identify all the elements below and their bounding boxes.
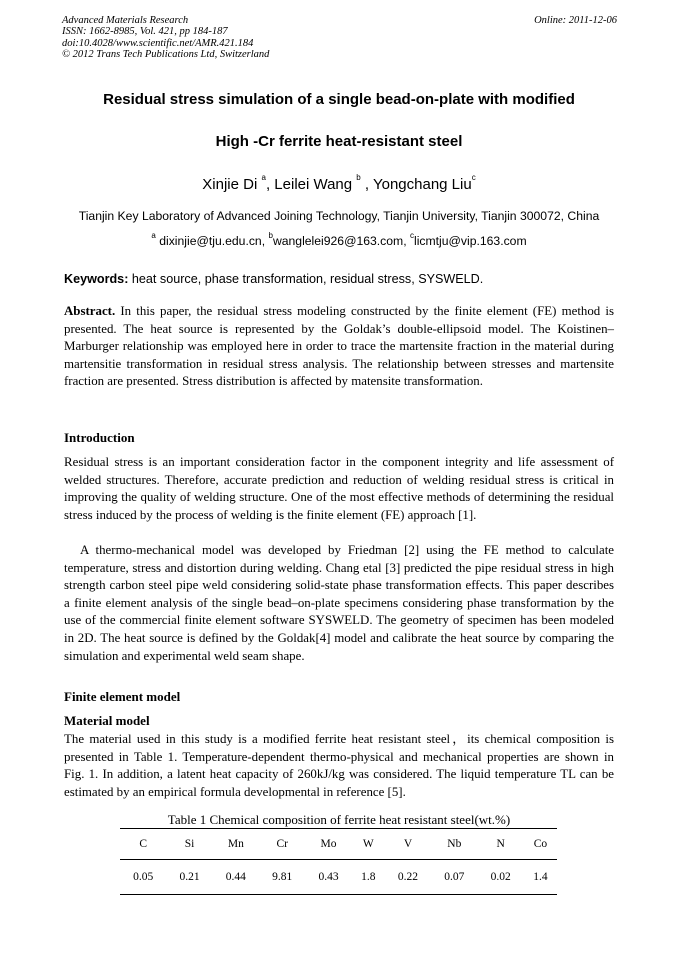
table-cell: 0.21 <box>166 860 212 895</box>
abstract-label: Abstract. <box>64 304 116 318</box>
table-caption: Table 1 Chemical composition of ferrite heat resistant steel(wt.%) <box>167 812 511 827</box>
author-1-sup: a <box>261 173 266 182</box>
email-c: licmtju@vip.163.com <box>413 234 527 248</box>
copyright: © 2012 Trans Tech Publications Ltd, Switzerland <box>62 49 270 61</box>
subsection-heading-material: Material model <box>64 713 150 728</box>
email-a-sup: a <box>151 231 156 240</box>
paper-title-line1: Residual stress simulation of a single bead-on-plate with modified <box>103 91 575 108</box>
table-cell: 0.02 <box>478 860 524 895</box>
author-3: Yongchang Liu <box>372 176 472 193</box>
table-header-cell: N <box>478 829 524 860</box>
keywords-text: heat source, phase transformation, residual stress, SYSWELD. <box>131 272 484 286</box>
table-header-cell: Cr <box>259 829 305 860</box>
keywords <box>64 272 624 286</box>
email-b: wanglelei926@163.com, <box>272 234 407 248</box>
journal-name: Advanced Materials Research <box>62 15 189 26</box>
introduction-paragraph-2: A thermo-mechanical model was developed by Friedman [2] using the FE method to calculate temperature, stress and distortion during welding. Chang etal [3] predicted the pipe residual stress in high strength carbon steel pipe weld considering solid-state phase transformation effects. This paper describes a finite element analysis of the single bead–on-plate specimens considering phase transformation by the use of the commercial finite element software SYSWELD. The geometry of specimen has been modeled in 2D. The heat source is defined by the Goldak[4] model and calibrate the heat source by comparing the simulation and experimental weld seam shape. <box>64 543 614 663</box>
table-cell: 0.44 <box>213 860 259 895</box>
author-2: Leilei Wang <box>274 176 353 193</box>
affiliation: Tianjin Key Laboratory of Advanced Joining Technology, Tianjin University, Tianjin 300072, China <box>78 209 600 223</box>
abstract-text: In this paper, the residual stress modeling constructed by the finite element (FE) method is presented. The heat source is represented by the Goldak’s double-ellipsoid model. The Koistinen–Marburger relationship was employed here in order to trace the martensite fraction in the material during martensitie transformation in residual stress analysis. The relationship between stresses and martensite fraction are presented. Stress distribution is affected by matensite transformation. <box>64 304 614 389</box>
paper-title-line2: High -Cr ferrite heat-resistant steel <box>215 133 463 150</box>
author-emails <box>0 231 678 248</box>
abstract <box>64 303 614 391</box>
introduction-paragraph-1: Residual stress is an important consideration factor in the component integrity and life assessment of welded structures. Therefore, accurate prediction and reduction of welding residual stress is critical in improving the quality of welding structure. One of the most effective methods of determining the residual stress induced by the process of welding is the finite element (FE) approach [1]. <box>64 455 614 522</box>
material-paragraph: The material used in this study is a modified ferrite heat resistant steel，its chemical composition is presented in Table 1. Temperature-dependent thermo-physical and mechanical properties are shown in Fig. 1. In addition, a latent heat capacity of 260kJ/kg was considered. The liquid temperature TL can be estimated by an empirical formula developmental in reference [5]. <box>64 732 614 799</box>
running-header <box>62 15 617 61</box>
table-cell: 9.81 <box>259 860 305 895</box>
table-header-cell: Mn <box>213 829 259 860</box>
composition-table <box>120 828 557 895</box>
table-header-cell: V <box>385 829 431 860</box>
table-cell: 1.8 <box>352 860 385 895</box>
doi: doi:10.4028/www.scientific.net/AMR.421.184 <box>62 37 254 49</box>
table-header-cell: Si <box>166 829 212 860</box>
author-1: Xinjie Di <box>202 176 258 193</box>
table-cell: 0.07 <box>431 860 477 895</box>
issn: ISSN: 1662-8985, Vol. 421, pp 184-187 <box>62 26 228 38</box>
email-a: dixinjie@tju.edu.cn, <box>159 234 266 248</box>
table-header-cell: W <box>352 829 385 860</box>
table-header-cell: C <box>120 829 166 860</box>
table-cell: 0.22 <box>385 860 431 895</box>
email-c-sup: c <box>409 231 414 240</box>
table-row <box>120 860 557 895</box>
section-heading-introduction: Introduction <box>64 430 135 445</box>
author-3-sup: c <box>471 173 476 182</box>
online-date: Online: 2011-12-06 <box>534 15 617 26</box>
table-header-cell: Co <box>524 829 557 860</box>
table-header-row <box>120 829 557 860</box>
table-header-cell: Nb <box>431 829 477 860</box>
section-heading-fem: Finite element model <box>64 689 181 704</box>
author-list: Xinjie Di $^a$, Leilei Wang $^b$ , Yongchang Liu$^c$ <box>202 173 476 193</box>
email-b-sup: b <box>268 231 273 240</box>
keywords-label: Keywords: <box>64 272 129 286</box>
table-header-cell: Mo <box>305 829 351 860</box>
table-cell: 0.05 <box>120 860 166 895</box>
author-2-sup: b <box>356 173 361 182</box>
table-cell: 0.43 <box>305 860 351 895</box>
table-cell: 1.4 <box>524 860 557 895</box>
